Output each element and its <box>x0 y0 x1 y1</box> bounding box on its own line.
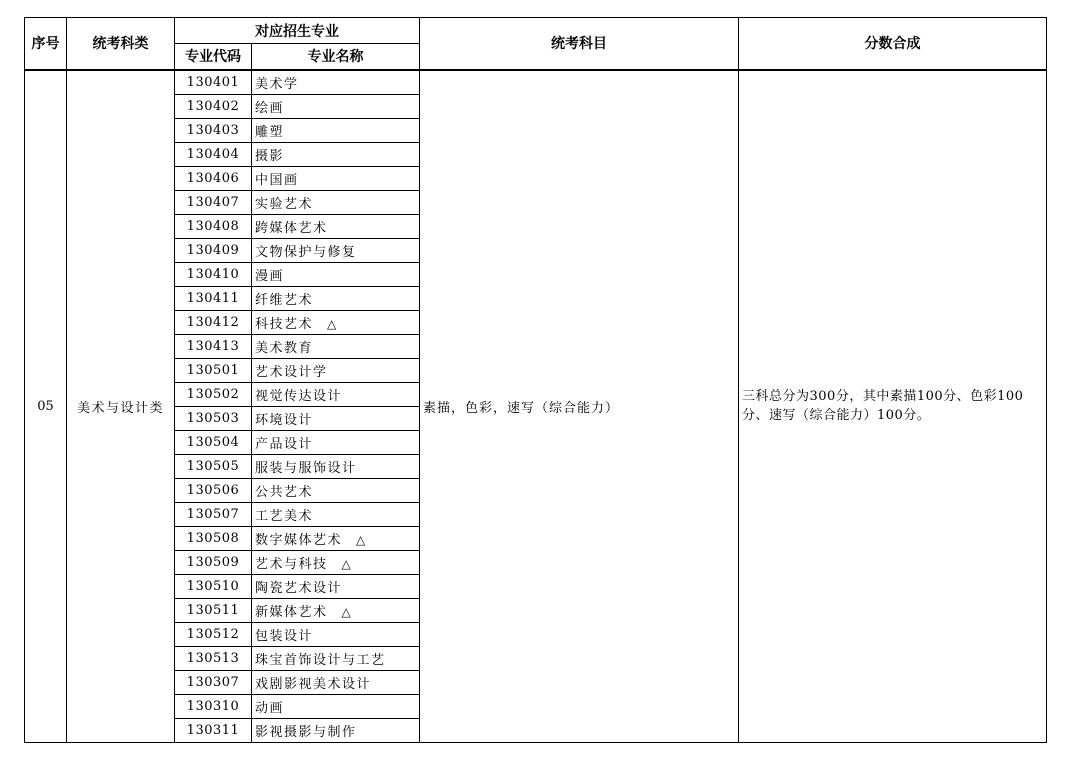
major-code: 130413 <box>175 334 252 358</box>
major-name: 动画 <box>255 700 285 716</box>
major-name-cell <box>252 238 420 262</box>
major-code: 130406 <box>175 166 252 190</box>
row-category: 美术与设计类 <box>67 70 175 743</box>
header-subjects: 统考科目 <box>420 18 739 70</box>
major-code: 130407 <box>175 190 252 214</box>
triangle-mark-icon: △ <box>356 532 366 547</box>
major-code: 130408 <box>175 214 252 238</box>
major-name: 文物保护与修复 <box>255 244 357 260</box>
row-score: 三科总分为300分，其中素描100分、色彩100分、速写（综合能力）100分。 <box>739 70 1047 743</box>
row-seq: 05 <box>25 70 67 743</box>
major-name: 服装与服饰设计 <box>255 460 357 476</box>
major-name-cell <box>252 526 420 550</box>
major-code: 130506 <box>175 478 252 502</box>
major-name-cell <box>252 550 420 574</box>
major-name: 跨媒体艺术 <box>255 220 328 236</box>
major-name-cell <box>252 694 420 718</box>
major-code: 130509 <box>175 550 252 574</box>
major-name-cell <box>252 502 420 526</box>
table-row <box>25 70 1047 95</box>
major-name-cell <box>252 718 420 742</box>
major-code: 130510 <box>175 574 252 598</box>
major-name-cell <box>252 406 420 430</box>
major-name-cell <box>252 70 420 95</box>
major-name-cell <box>252 382 420 406</box>
major-name-cell <box>252 478 420 502</box>
major-name: 数字媒体艺术 <box>255 532 343 548</box>
major-name-cell <box>252 646 420 670</box>
triangle-mark-icon: △ <box>327 316 337 331</box>
major-name-cell <box>252 598 420 622</box>
major-code: 130310 <box>175 694 252 718</box>
major-name-cell <box>252 118 420 142</box>
major-name: 艺术设计学 <box>255 364 328 380</box>
major-code: 130404 <box>175 142 252 166</box>
major-name: 视觉传达设计 <box>255 388 343 404</box>
major-name-cell <box>252 262 420 286</box>
major-name-cell <box>252 622 420 646</box>
major-name-cell <box>252 214 420 238</box>
admission-table <box>24 17 1047 743</box>
major-name: 实验艺术 <box>255 196 314 212</box>
header-majors-group: 对应招生专业 <box>175 18 420 44</box>
major-name: 漫画 <box>255 268 285 284</box>
major-code: 130513 <box>175 646 252 670</box>
major-name: 科技艺术 <box>255 316 314 332</box>
header-seq: 序号 <box>25 18 67 70</box>
major-name-cell <box>252 94 420 118</box>
major-name: 中国画 <box>255 172 299 188</box>
major-name-cell <box>252 454 420 478</box>
major-name: 绘画 <box>255 100 285 116</box>
table-body <box>25 70 1047 743</box>
major-code: 130508 <box>175 526 252 550</box>
major-code: 130307 <box>175 670 252 694</box>
header-major-name: 专业名称 <box>252 44 420 70</box>
major-name: 摄影 <box>255 148 285 164</box>
major-name-cell <box>252 310 420 334</box>
header-category: 统考科类 <box>67 18 175 70</box>
triangle-mark-icon: △ <box>341 556 351 571</box>
major-code: 130401 <box>175 70 252 95</box>
major-name-cell <box>252 574 420 598</box>
major-code: 130409 <box>175 238 252 262</box>
major-code: 130503 <box>175 406 252 430</box>
major-name: 纤维艺术 <box>255 292 314 308</box>
triangle-mark-icon: △ <box>341 604 351 619</box>
major-name-cell <box>252 286 420 310</box>
major-name: 珠宝首饰设计与工艺 <box>255 652 386 668</box>
header-score: 分数合成 <box>739 18 1047 70</box>
major-name: 产品设计 <box>255 436 314 452</box>
major-name: 美术教育 <box>255 340 314 356</box>
major-name-cell <box>252 358 420 382</box>
major-name: 雕塑 <box>255 124 285 140</box>
major-name-cell <box>252 190 420 214</box>
major-code: 130505 <box>175 454 252 478</box>
major-name: 环境设计 <box>255 412 314 428</box>
major-name: 包装设计 <box>255 628 314 644</box>
header-major-code: 专业代码 <box>175 44 252 70</box>
major-name: 影视摄影与制作 <box>255 724 357 740</box>
major-name: 戏剧影视美术设计 <box>255 676 372 692</box>
major-code: 130504 <box>175 430 252 454</box>
major-name: 艺术与科技 <box>255 556 328 572</box>
major-name: 新媒体艺术 <box>255 604 328 620</box>
major-code: 130501 <box>175 358 252 382</box>
major-code: 130502 <box>175 382 252 406</box>
major-name: 美术学 <box>255 76 299 92</box>
major-code: 130402 <box>175 94 252 118</box>
major-code: 130412 <box>175 310 252 334</box>
major-name-cell <box>252 166 420 190</box>
major-code: 130311 <box>175 718 252 742</box>
major-code: 130403 <box>175 118 252 142</box>
major-name-cell <box>252 670 420 694</box>
major-code: 130410 <box>175 262 252 286</box>
major-name-cell <box>252 334 420 358</box>
major-code: 130507 <box>175 502 252 526</box>
major-code: 130512 <box>175 622 252 646</box>
major-code: 130411 <box>175 286 252 310</box>
major-name-cell <box>252 142 420 166</box>
major-code: 130511 <box>175 598 252 622</box>
major-name: 公共艺术 <box>255 484 314 500</box>
major-name: 工艺美术 <box>255 508 314 524</box>
major-name: 陶瓷艺术设计 <box>255 580 343 596</box>
row-subjects: 素描，色彩，速写（综合能力） <box>420 70 739 743</box>
major-name-cell <box>252 430 420 454</box>
